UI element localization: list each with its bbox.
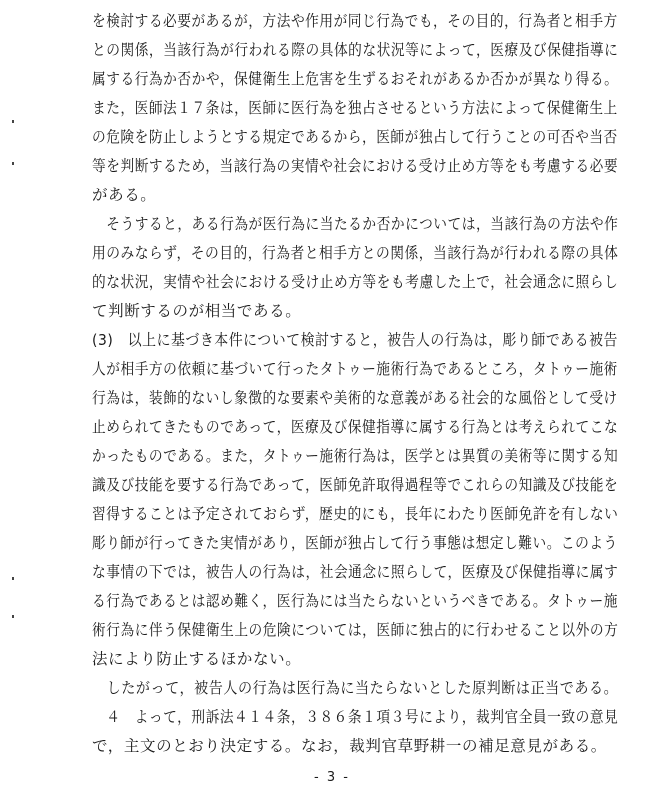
body-text-line: の危険を防止しようとする規定であるから，医師が独占して行うことの可否や当否 (92, 128, 618, 146)
body-text-line: がある。 (92, 186, 157, 204)
body-text-line: ４ よって，刑訴法４１４条，３８６条１項３号により，裁判官全員一致の意見 (92, 708, 619, 726)
scan-speck (12, 120, 14, 123)
body-text-line: 人が相手方の依頼に基づいて行ったタトゥー施術行為であるところ，タトゥー施術 (92, 360, 618, 378)
body-text-line: したがって，被告人の行為は医行為に当たらないとした原判断は正当である。 (92, 679, 619, 697)
body-text-line: また，医師法１７条は，医師に医行為を独占させるという方法によって保健衛生上 (92, 99, 618, 117)
body-text-line: 属する行為か否かや，保健衛生上危害を生ずるおそれがあるか否かが異なり得る。 (92, 70, 619, 88)
body-text-line: な事情の下では，被告人の行為は，社会通念に照らして，医療及び保健指導に属す (92, 563, 619, 581)
body-text-line: かったものである。また，タトゥー施術行為は，医学とは異質の美術等に関する知 (92, 447, 619, 465)
body-text-line: 用のみならず，その目的，行為者と相手方との関係，当該行為が行われる際の具体 (92, 244, 619, 262)
body-text-line: を検討する必要があるが，方法や作用が同じ行為でも，その目的，行為者と相手方 (92, 12, 618, 30)
body-text-line: る行為であるとは認め難く，医行為には当たらないというべきである。タトゥー施 (92, 592, 618, 610)
body-text-line: 等を判断するため，当該行為の実情や社会における受け止め方等をも考慮する必要 (92, 157, 619, 175)
scan-speck (12, 615, 14, 618)
scan-speck (12, 577, 14, 580)
page-number: - 3 - (314, 770, 350, 785)
body-text-line: 習得することは予定されておらず，歴史的にも，長年にわたり医師免許を有しない (92, 505, 619, 523)
body-text-line: 止められてきたものであって，医療及び保健指導に属する行為とは考えられてこな (92, 418, 619, 436)
body-text-line: で，主文のとおり決定する。なお，裁判官草野耕一の補足意見がある。 (92, 737, 607, 755)
body-text-line: 識及び技能を要する行為であって，医師免許取得過程等でこれらの知識及び技能を (92, 476, 619, 494)
body-text-line: 術行為に伴う保健衛生上の危険については，医師に独占的に行わせること以外の方 (92, 621, 619, 639)
body-text-line: との関係，当該行為が行われる際の具体的な状況等によって，医療及び保健指導に (92, 41, 619, 59)
scan-speck (12, 162, 14, 165)
body-text-line: 的な状況，実情や社会における受け止め方等をも考慮した上で，社会通念に照らし (92, 273, 619, 291)
body-text-line: 行為は，装飾的ないし象徴的な要素や美術的な意義がある社会的な風俗として受け (92, 389, 618, 407)
body-text-line: て判断するのが相当である。 (92, 302, 302, 320)
body-text-line: そうすると，ある行為が医行為に当たるか否かについては，当該行為の方法や作 (92, 215, 619, 233)
body-text-line: (3) 以上に基づき本件について検討すると，被告人の行為は，彫り師である被告 (92, 331, 618, 349)
body-text-line: 法により防止するほかない。 (92, 650, 302, 668)
body-text-line: 彫り師が行ってきた実情があり，医師が独占して行う事態は想定し難い。このよう (92, 534, 618, 552)
